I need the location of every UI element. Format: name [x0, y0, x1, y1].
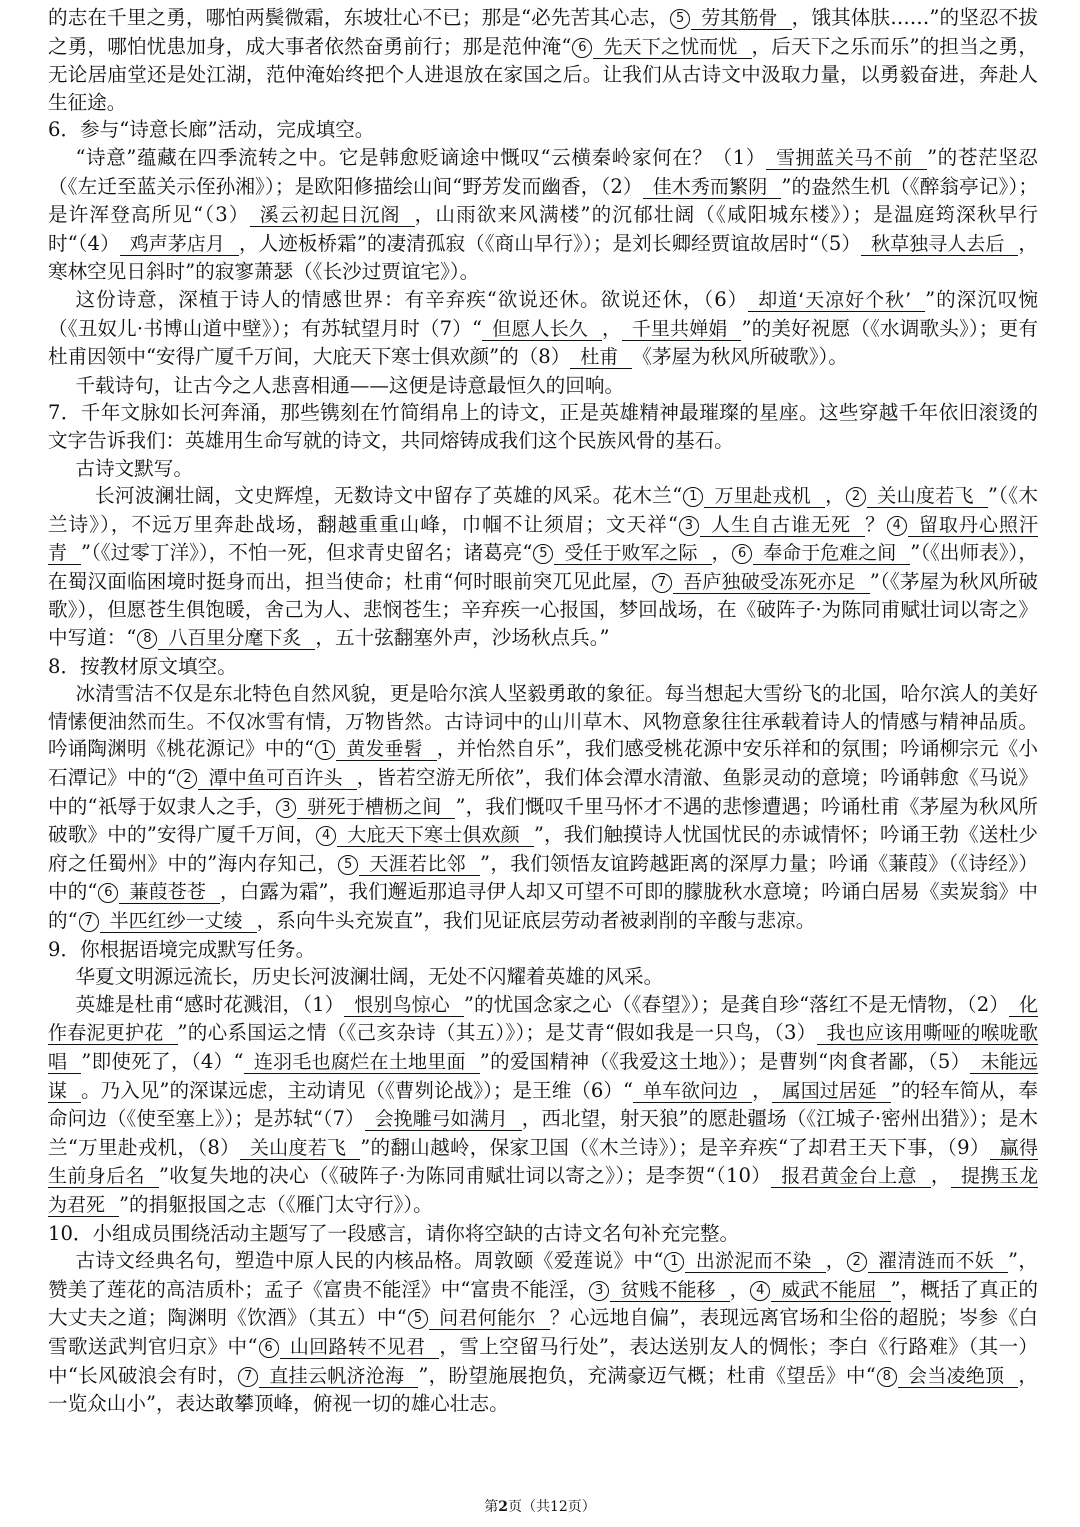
answer-blank[interactable]: 山回路转不见君: [280, 1336, 440, 1359]
answer-blank[interactable]: 威武不能屈: [771, 1279, 890, 1302]
circle-number: 4: [887, 516, 907, 536]
answer-blank[interactable]: 人生自古谁无死: [700, 514, 865, 537]
answer-blank[interactable]: 蒹葭苍苍: [119, 881, 220, 904]
q7-subhead: 古诗文默写。: [75, 456, 193, 480]
answer-blank[interactable]: 赢得生前身后名: [48, 1136, 1038, 1188]
answer-blank[interactable]: 会挽雕弓如满月: [365, 1108, 522, 1131]
answer-blank[interactable]: 濯清涟而不妖: [868, 1250, 1008, 1273]
circle-number: 6: [259, 1338, 279, 1358]
answer-blank[interactable]: 雪拥蓝关马不前: [766, 147, 927, 170]
question-10-head: 10．小组成员围绕活动主题写了一段感言，请你将空缺的古诗文名句补充完整。: [48, 1221, 740, 1245]
answer-blank[interactable]: 单车欲问边: [633, 1080, 752, 1103]
answer-blank[interactable]: 杜甫: [570, 346, 632, 369]
circle-number: 7: [652, 573, 672, 593]
circle-number: 2: [846, 487, 866, 507]
answer-blank[interactable]: 潭中鱼可百许头: [198, 767, 356, 790]
answer-blank[interactable]: 劳其筋骨: [691, 7, 792, 30]
q6-paragraph-2: 这份诗意，深植于诗人的情感世界：有辛弃疾“欲说还休。欲说还休，（6） 却道‘天凉好个秋’ ”的深沉叹惋（《丑奴儿·书博山道中壁》）；有苏轼望月时（7）“ 但愿人长久 ， 千里共婵娟 ”的美好祝愿（《水调歌头》）；更有杜甫因领中“安得广厦千万间，大庇天下寒士俱欢颜”的（8） 杜甫 《茅屋为秋风所破歌》）。: [48, 287, 1038, 369]
circle-number: 1: [683, 487, 703, 507]
answer-blank[interactable]: 关山度若飞: [867, 485, 988, 508]
answer-blank[interactable]: 属国过居延: [772, 1080, 891, 1103]
answer-blank[interactable]: 天涯若比邻: [359, 853, 480, 876]
answer-blank[interactable]: 秋草独寻人去后: [861, 233, 1018, 256]
answer-blank[interactable]: 千里共婵娟: [622, 318, 742, 341]
page-footer: 第2页（共12页）: [484, 1499, 596, 1515]
answer-blank[interactable]: 化作春泥更护花: [48, 993, 1038, 1045]
circle-number: 5: [408, 1309, 428, 1329]
circle-number: 1: [664, 1252, 684, 1272]
circle-number: 7: [79, 912, 99, 932]
answer-blank[interactable]: 留取丹心照汗青: [48, 513, 1038, 565]
answer-blank[interactable]: 未能远谋: [48, 1050, 1038, 1102]
answer-blank[interactable]: 出淤泥而不染: [685, 1250, 825, 1273]
answer-blank[interactable]: 问君何能尔: [429, 1307, 550, 1330]
answer-blank[interactable]: 佳木秀而繁阴: [643, 176, 782, 199]
circle-number: 2: [177, 769, 197, 789]
answer-blank[interactable]: 贫贱不能移: [610, 1279, 729, 1302]
answer-blank[interactable]: 连羽毛也腐烂在土地里面: [244, 1051, 480, 1074]
q6-paragraph-1: “诗意”蕴藏在四季流转之中。它是韩愈贬谪途中慨叹“云横秦岭家何在？（1） 雪拥蓝关马不前 ”的苍茫坚忍（《左迁至蓝关示侄孙湘》）；是欧阳修描绘山间“野芳发而幽香，（2） 佳木秀而繁阴 ”的盎然生机（《醉翁亭记》）；是许浑登高所见“（3） 溪云初起日沉阁 ，山雨欲来风满楼”的沉郁壮阔（《咸阳城东楼》）；是温庭筠深秋早行时“（4） 鸡声茅店月 ，人迹板桥霜”的凄清孤寂（《商山早行》）；是刘长卿经贾谊故居时“（5） 秋草独寻人去后 ，寒林空见日斜时”的寂寥萧瑟（《长沙过贾谊宅》）。: [48, 145, 1038, 284]
q9-intro: 华夏文明源远流长，历史长河波澜壮阔，无处不闪耀着英雄的风采。: [75, 965, 664, 989]
answer-blank[interactable]: 我也应该用嘶哑的喉咙歌唱: [48, 1022, 1038, 1073]
q5-paragraph: 的志在千里之勇，哪怕两鬓微霜，东坡壮心不已；那是“必先苦其心志， 5 劳其筋骨 ，饿其体肤……”的坚忍不拔之勇，哪怕忧患加身，成大事者依然奋勇前行；那是范仲淹“ 6 先天下之忧而忧 ，后天下之乐而乐”的担当之勇，无论居庙堂还是处江湖，范仲淹始终把个人进退放在家国之后。让我们从古诗文中汲取力量，以勇毅奋进，奔赴人生征途。: [48, 6, 1038, 114]
circle-number: 6: [98, 883, 118, 903]
answer-blank[interactable]: 却道‘天凉好个秋’: [748, 289, 925, 312]
q10-paragraph: 古诗文经典名句，塑造中原人民的内核品格。周敦颐《爱莲说》中“ 1 出淤泥而不染 ， 2 濯清涟而不妖 ”，赞美了莲花的高洁质朴；孟子《富贵不能淫》中“富贵不能淫， 3 贫贱不能移 ， 4 威武不能屈 ”，概括了真正的大丈夫之道；陶渊明《饮酒》（其五）中“ 5 问君何能尔 ？心远地自偏”，表现远离官场和尘俗的超脱；岑参《白雪歌送武判官归京》中“ 6 山回路转不见君 ，雪上空留马行处”，表达送别友人的惆怅；李白《行路难》（其一）中“长风破浪会有时， 7 直挂云帆济沧海 ”，盼望施展抱负，充满豪迈气概；杜甫《望岳》中“ 8 会当凌绝顶 ，一览众山小”，表达敢攀顶峰，俯视一切的雄心壮志。: [48, 1249, 1038, 1416]
answer-blank[interactable]: 骈死于槽枥之间: [297, 796, 455, 819]
circle-number: 1: [315, 740, 335, 760]
answer-blank[interactable]: 提携玉龙为君死: [48, 1165, 1038, 1216]
circle-number: 8: [137, 629, 157, 649]
answer-blank[interactable]: 恨别鸟惊心: [344, 994, 464, 1017]
answer-blank[interactable]: 受任于败军之际: [554, 542, 711, 565]
answer-blank[interactable]: 鸡声茅店月: [120, 233, 239, 256]
page-total: 12: [549, 1499, 568, 1515]
question-6-head: 6．参与“诗意长廊”活动，完成填空。: [48, 118, 375, 142]
circle-number: 6: [572, 38, 592, 58]
answer-blank[interactable]: 万里赴戎机: [704, 485, 825, 508]
answer-blank[interactable]: 溪云初起日沉阁: [250, 204, 415, 227]
circle-number: 4: [316, 826, 336, 846]
answer-blank[interactable]: 直挂云帆济沧海: [259, 1365, 418, 1388]
circle-number: 2: [847, 1252, 867, 1272]
circle-number: 5: [338, 855, 358, 875]
circle-number: 8: [877, 1367, 897, 1387]
answer-blank[interactable]: 但愿人长久: [482, 318, 602, 341]
q8-paragraph: 冰清雪洁不仅是东北特色自然风貌，更是哈尔滨人坚毅勇敢的象征。每当想起大雪纷飞的北国，哈尔滨人的美好情愫便油然而生。不仅冰雪有情，万物皆然。古诗词中的山川草木、风物意象往往承载着诗人的情感与精神品质。吟诵陶渊明《桃花源记》中的“ 1 黄发垂髫 ，并怡然自乐”，我们感受桃花源中安乐祥和的氛围；吟诵柳宗元《小石潭记》中的“ 2 潭中鱼可百许头 ，皆若空游无所依”，我们体会潭水清澈、鱼影灵动的意境；吟诵韩愈《马说》中的“祇辱于奴隶人之手， 3 骈死于槽枥之间 ”，我们慨叹千里马怀才不遇的悲惨遭遇；吟诵杜甫《茅屋为秋风所破歌》中的”安得广厦千万间， 4 大庇天下寒士俱欢颜 ”，我们触摸诗人忧国忧民的赤诚情怀；吟诵王勃《送杜少府之任蜀州》中的”海内存知己， 5 天涯若比邻 ”，我们领悟友谊跨越距离的深厚力量；吟诵《蒹葭》（《诗经》）中的“ 6 蒹葭苍苍 ，白露为霜”，我们邂逅那追寻伊人却又可望不可即的朦胧秋水意境；吟诵白居易《卖炭翁》中的“ 7 半匹红纱一丈绫 ，系向牛头充炭直”，我们见证底层劳动者被剥削的辛酸与悲凉。: [48, 682, 1038, 932]
circle-number: 3: [589, 1281, 609, 1301]
circle-number: 3: [276, 798, 296, 818]
circle-number: 4: [750, 1281, 770, 1301]
q7-paragraph: 长河波澜壮阔，文史辉煌，无数诗文中留存了英雄的风采。花木兰“ 1 万里赴戎机 ， 2 关山度若飞 ”（《木兰诗》），不远万里奔赴战场，翻越重重山峰，巾帼不让须眉；文天祥“ 3 人生自古谁无死 ？ 4 留取丹心照汗青 ”（《过零丁洋》），不怕一死，但求青史留名；诸葛亮“ 5 受任于败军之际 ， 6 奉命于危难之间 ”（《出师表》），在蜀汉面临困境时挺身而出，担当使命；杜甫“何时眼前突兀见此屋， 7 吾庐独破受冻死亦足 ”（《茅屋为秋风所破歌》），但愿苍生俱饱暖，舍己为人、悲悯苍生；辛弃疾一心报国，梦回战场，在《破阵子·为陈同甫赋壮词以寄之》中写道：“ 8 八百里分麾下炙 ，五十弦翻塞外声，沙场秋点兵。”: [48, 484, 1038, 650]
question-7-head: 7．千年文脉如长河奔涌，那些镌刻在竹简绢帛上的诗文，正是英雄精神最璀璨的星座。这些穿越千年依旧滚烫的文字告诉我们：英雄用生命写就的诗文，共同熔铸成我们这个民族风骨的基石。: [48, 401, 1038, 452]
circle-number: 7: [238, 1367, 258, 1387]
circle-number: 5: [533, 544, 553, 564]
answer-blank[interactable]: 关山度若飞: [240, 1137, 360, 1160]
answer-blank[interactable]: 吾庐独破受冻死亦足: [673, 571, 870, 594]
page-number: 2: [498, 1499, 508, 1515]
answer-blank[interactable]: 会当凌绝顶: [898, 1365, 1019, 1388]
exam-page: [48, 4, 1038, 1418]
q9-paragraph: 英雄是杜甫“感时花溅泪，（1） 恨别鸟惊心 ”的忧国念家之心（《春望》）；是龚自珍“落红不是无情物，（2） 化作春泥更护花 ”的心系国运之情（《己亥杂诗（其五）》）；是艾青“假如我是一只鸟，（3） 我也应该用嘶哑的喉咙歌唱 ”即使死了，（4）“ 连羽毛也腐烂在土地里面 ”的爱国精神（《我爱这土地》）；是曹刿“肉食者鄙，（5） 未能远谋 。乃入见”的深谋远虑，主动请见（《曹刿论战》）；是王维（6）“ 单车欲问边 ， 属国过居延 ”的轻车简从，奉命问边（《使至塞上》）；是苏轼“（7） 会挽雕弓如满月 ，西北望，射天狼”的愿赴疆场（《江城子·密州出猎》）；是木兰“万里赴戎机，（8） 关山度若飞 ”的翻山越岭，保家卫国（《木兰诗》）；是辛弃疾“了却君王天下事，（9） 赢得生前身后名 ”收复失地的决心（《破阵子·为陈同甫赋壮词以寄之》）；是李贺“（10） 报君黄金台上意 ， 提携玉龙为君死 ”的捐躯报国之志（《雁门太守行》）。: [48, 992, 1038, 1216]
answer-blank[interactable]: 半匹红纱一丈绫: [100, 910, 257, 933]
question-8-head: 8．按教材原文填空。: [48, 654, 237, 678]
answer-blank[interactable]: 黄发垂髫: [336, 738, 437, 761]
circle-number: 5: [670, 9, 690, 29]
answer-blank[interactable]: 报君黄金台上意: [771, 1165, 931, 1188]
circle-number: 3: [679, 516, 699, 536]
answer-blank[interactable]: 先天下之忧而忧: [593, 36, 751, 59]
answer-blank[interactable]: 大庇天下寒士俱欢颜: [337, 824, 534, 847]
question-9-head: 9．你根据语境完成默写任务。: [48, 937, 316, 961]
circle-number: 6: [732, 544, 752, 564]
answer-blank[interactable]: 奉命于危难之间: [753, 542, 910, 565]
q6-paragraph-3: 千载诗句，让古今之人悲喜相通——这便是诗意最恒久的回响。: [75, 373, 625, 397]
answer-blank[interactable]: 八百里分麾下炙: [158, 627, 315, 650]
